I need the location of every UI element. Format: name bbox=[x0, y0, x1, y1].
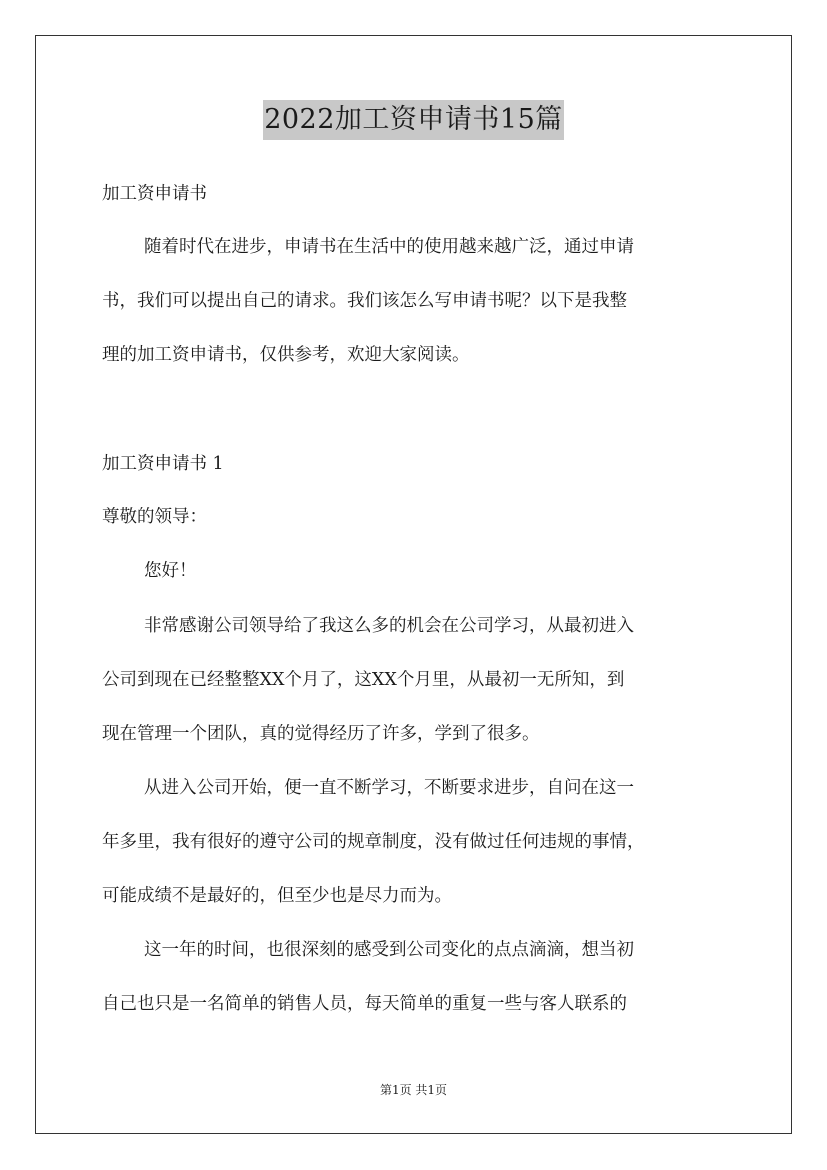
greeting: 您好！ bbox=[144, 561, 197, 581]
title-container bbox=[0, 100, 827, 140]
paragraph-line: 公司到现在已经整整XX个月了，这XX个月里，从最初一无所知，到 bbox=[102, 670, 625, 690]
document-title: 2022加工资申请书15篇 bbox=[263, 100, 564, 140]
paragraph-line: 非常感谢公司领导给了我这么多的机会在公司学习，从最初进入 bbox=[144, 616, 634, 636]
paragraph-line: 现在管理一个团队，真的觉得经历了许多，学到了很多。 bbox=[102, 724, 540, 744]
paragraph-line: 从进入公司开始，便一直不断学习，不断要求进步，自问在这一 bbox=[144, 778, 634, 798]
salutation: 尊敬的领导： bbox=[102, 507, 207, 527]
subsection-heading: 加工资申请书 1 bbox=[102, 454, 224, 474]
page-footer: 第1页 共1页 bbox=[379, 1083, 448, 1097]
paragraph-line: 书，我们可以提出自己的请求。我们该怎么写申请书呢？以下是我整 bbox=[102, 291, 627, 311]
paragraph-line: 理的加工资申请书，仅供参考，欢迎大家阅读。 bbox=[102, 345, 470, 365]
paragraph-line: 年多里，我有很好的遵守公司的规章制度，没有做过任何违规的事情， bbox=[102, 832, 645, 852]
paragraph-line: 这一年的时间，也很深刻的感受到公司变化的点点滴滴，想当初 bbox=[144, 940, 634, 960]
paragraph-line: 随着时代在进步，申请书在生活中的使用越来越广泛，通过申请 bbox=[144, 237, 634, 257]
paragraph-line: 可能成绩不是最好的，但至少也是尽力而为。 bbox=[102, 886, 452, 906]
paragraph-line: 自己也只是一名简单的销售人员，每天简单的重复一些与客人联系的 bbox=[102, 994, 627, 1014]
section-heading: 加工资申请书 bbox=[102, 184, 207, 204]
